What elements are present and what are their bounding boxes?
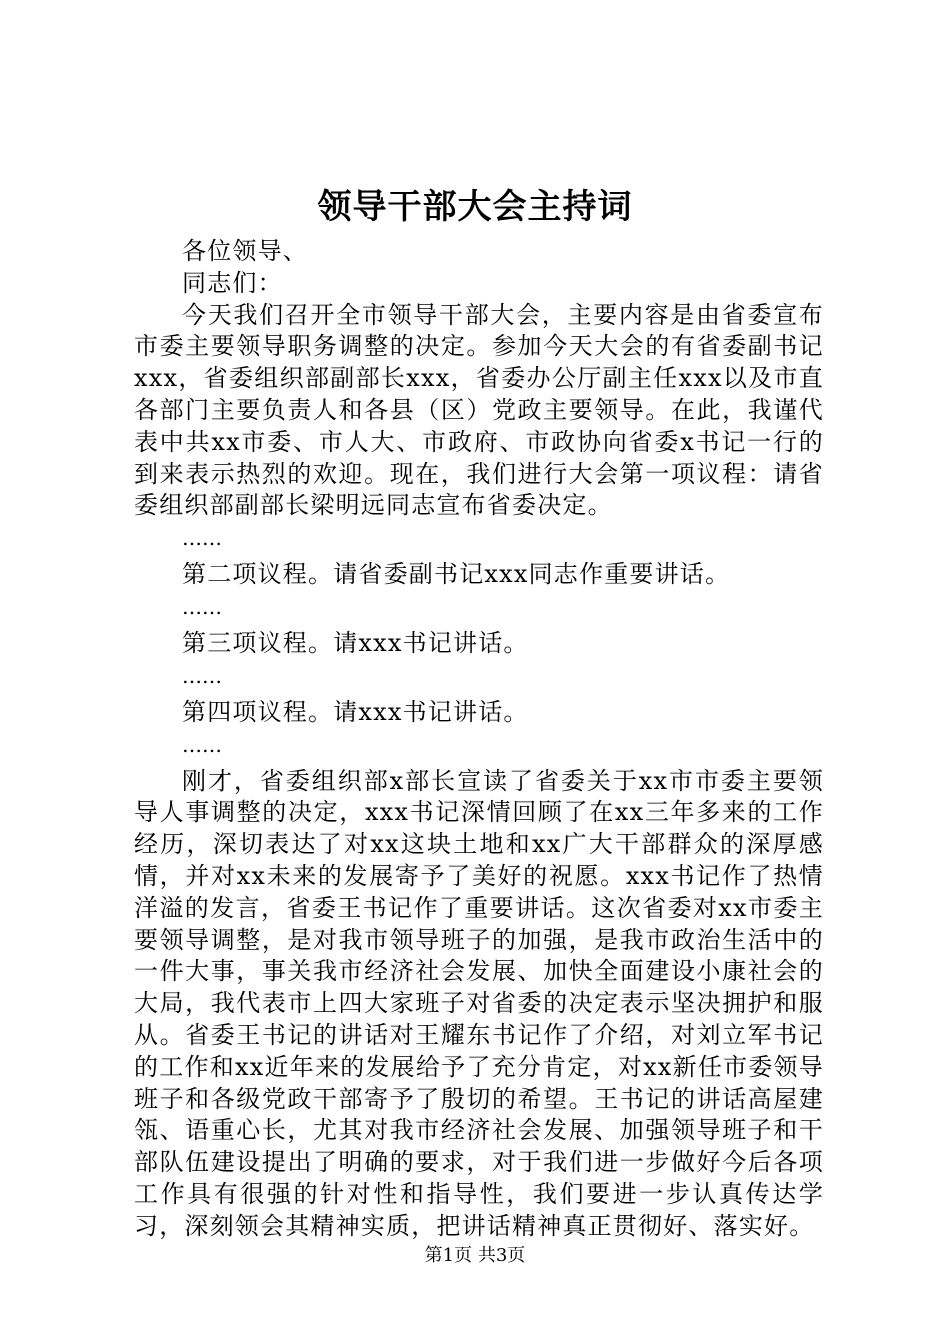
ellipsis: …… [182, 732, 222, 757]
salutation-comrades: 同志们： [182, 268, 283, 297]
document-body [134, 236, 824, 1243]
agenda-item-4: 第四项议程。请xxx书记讲话。 [182, 697, 529, 726]
page-number: 第1页 共3页 [424, 1245, 526, 1266]
ellipsis: …… [182, 594, 222, 619]
opening-paragraph: 今天我们召开全市领导干部大会，主要内容是由省委宣布市委主要领导职务调整的决定。参加今天大会的有省委副书记xxx，省委组织部副部长xxx，省委办公厅副主任xxx以及市直各部门主要负责人和各县（区）党政主要领导。在此，我谨代表中共xx市委、市人大、市政府、市政协向省委x书记一行的到来表示热烈的欢迎。现在，我们进行大会第一项议程：请省委组织部副部长梁明远同志宣布省委决定。 [134, 300, 824, 520]
ellipsis: …… [182, 526, 222, 551]
agenda-item-2: 第二项议程。请省委副书记xxx同志作重要讲话。 [182, 560, 731, 589]
ellipsis: …… [182, 663, 222, 688]
salutation-leaders: 各位领导、 [182, 237, 308, 265]
summary-paragraph: 刚才，省委组织部x部长宣读了省委关于xx市市委主要领导人事调整的决定，xxx书记深情回顾了在xx三年多来的工作经历，深切表达了对xx这块土地和xx广大干部群众的深厚感情，并对xx未来的发展寄予了美好的祝愿。xxx书记作了热情洋溢的发言，省委王书记作了重要讲话。这次省委对xx市委主要领导调整，是对我市领导班子的加强，是我市政治生活中的一件大事，事关我市经济社会发展、加快全面建设小康社会的大局，我代表市上四大家班子对省委的决定表示坚决拥护和服从。省委王书记的讲话对王耀东书记作了介绍，对刘立军书记的工作和xx近年来的发展给予了充分肯定，对xx新任市委领导班子和各级党政干部寄予了殷切的希望。王书记的讲话高屋建瓴、语重心长，尤其对我市经济社会发展、加强领导班子和干部队伍建设提出了明确的要求，对于我们进一步做好今后各项工作具有很强的针对性和指导性，我们要进一步认真传达学习，深刻领会其精神实质，把讲话精神真正贯彻好、落实好。 [134, 766, 824, 1240]
document-title: 领导干部大会主持词 [317, 187, 633, 227]
agenda-item-3: 第三项议程。请xxx书记讲话。 [182, 628, 529, 657]
